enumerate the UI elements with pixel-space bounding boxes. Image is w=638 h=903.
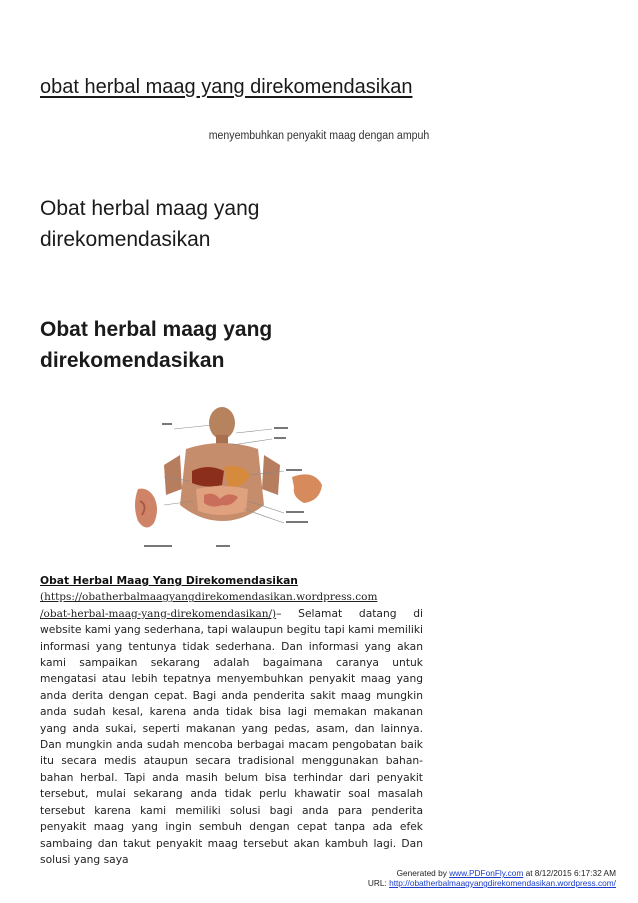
- post-link-url-path[interactable]: /obat-herbal-maag-yang-direkomendasikan/): [40, 607, 277, 620]
- post-link-title[interactable]: Obat Herbal Maag Yang Direkomendasikan: [40, 574, 298, 587]
- entry-heading: Obat herbal maag yang direkomendasikan: [40, 318, 273, 372]
- footer-generator-link[interactable]: www.PDFonFly.com: [449, 868, 524, 878]
- footer-generated-line: [368, 868, 616, 878]
- post-link-url[interactable]: (https://obatherbalmaagyangdirekomendasikan.wordpress.com: [40, 591, 378, 604]
- digestive-system-image: [124, 405, 334, 555]
- post-body-text: – Selamat datang di website kami yang sederhana, tapi walaupun begitu tapi kami memiliki informasi yang tentunya tidak sederhana. Dan informasi yang akan kami sampaikan sekarang adalah bagaimana caranya untuk mengatasi atau lebih tepatnya menyembuhkan penyakit maag yang anda derita dengan cepat. Bagi anda penderita sakit maag mungkin anda sudah kesal, karena anda tidak bisa lagi memakan makanan yang anda sukai, seperti makanan yang pedas, asam, dan lainnya. Dan mungkin anda sudah mencoba berbagai macam pengobatan baik itu secara medis ataupun secara tradisional menggunakan bahan-bahan herbal. Tapi anda masih belum bisa terhindar dari penyakit tersebut, mulai sekarang anda tidak perlu khawatir soal masalah tersebut karena kami memiliki solusi bagi anda para penderita penyakit maag yang ingin sembuh dengan cepat tanpa ada efek sambaing dan takut penyakit maag tersebut akan kambuh lagi. Dan solusi yang saya: [40, 606, 423, 866]
- pdf-footer: [368, 868, 616, 888]
- footer-url-label: URL:: [367, 878, 387, 888]
- site-title-link[interactable]: obat herbal maag yang direkomendasikan: [40, 76, 413, 98]
- site-tagline: menyembuhkan penyakit maag dengan ampuh: [208, 130, 430, 142]
- footer-generated-prefix: Generated by: [396, 868, 447, 878]
- post-title: Obat herbal maag yang direkomendasikan: [40, 197, 260, 251]
- footer-url-link[interactable]: http://obatherbalmaagyangdirekomendasikan.wordpress.com/: [389, 878, 616, 888]
- post-body: [40, 573, 423, 868]
- footer-generated-suffix: at 8/12/2015 6:17:32 AM: [525, 868, 616, 878]
- digestive-system-illustration: [124, 405, 334, 555]
- footer-url-line: [368, 878, 616, 888]
